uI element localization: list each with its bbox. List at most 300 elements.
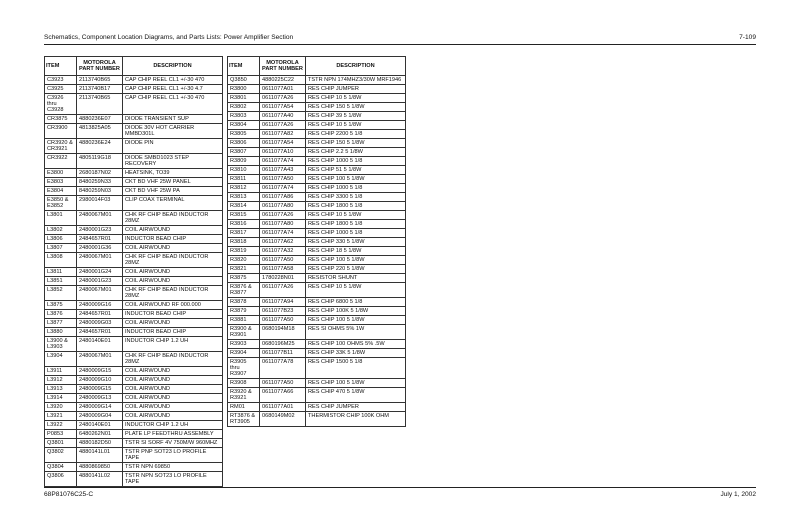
table-row — [228, 130, 406, 139]
cell-item: L3880 — [45, 328, 77, 337]
cell-description: TSTR PNP SOT23 LO PROFILE TAPE — [123, 448, 223, 463]
cell-part-number: 0611077A62 — [260, 238, 306, 247]
cell-description: RESISTOR SHUNT — [306, 274, 406, 283]
cell-description: COIL AIRWOUND — [123, 277, 223, 286]
cell-item: L3875 — [45, 301, 77, 310]
table-row — [228, 175, 406, 184]
cell-description: RES CHIP 100 5 1/8W — [306, 175, 406, 184]
cell-item: CR3920 & CR3921 — [45, 139, 77, 154]
cell-item: RM01 — [228, 403, 260, 412]
cell-item: R3817 — [228, 229, 260, 238]
cell-part-number: 2480009G14 — [77, 403, 123, 412]
cell-part-number: 2480009G13 — [77, 394, 123, 403]
table-row — [228, 238, 406, 247]
cell-part-number: 0680196M25 — [260, 340, 306, 349]
table-row — [228, 340, 406, 349]
cell-description: RES CHIP 10 5 1/8W — [306, 283, 406, 298]
column-header-part-number: MOTOROLA PART NUMBER — [77, 57, 123, 76]
cell-part-number: 0680194M18 — [260, 325, 306, 340]
cell-description: CAP CHIP REEL CL1 +/-30 470 — [123, 76, 223, 85]
cell-description: RES CHIP 220 5 1/8W — [306, 265, 406, 274]
cell-part-number: 2680187N02 — [77, 169, 123, 178]
table-row — [228, 283, 406, 298]
table-row — [228, 193, 406, 202]
cell-part-number: 2484657R01 — [77, 310, 123, 319]
cell-item: R3801 — [228, 94, 260, 103]
cell-part-number: 4880236E24 — [77, 139, 123, 154]
cell-part-number: 2480067M01 — [77, 253, 123, 268]
table-row — [45, 154, 223, 169]
cell-item: R3818 — [228, 238, 260, 247]
cell-description: RES CHIP 10 5 1/8W — [306, 121, 406, 130]
cell-item: L3920 — [45, 403, 77, 412]
cell-part-number: 4880141L01 — [77, 448, 123, 463]
table-row — [228, 229, 406, 238]
cell-description: RES CHIP JUMPER — [306, 403, 406, 412]
cell-description: INDUCTOR CHIP 1.2 UH — [123, 337, 223, 352]
cell-part-number: 1780228N01 — [260, 274, 306, 283]
cell-description: RES CHIP 100 5 1/8W — [306, 316, 406, 325]
cell-description: RES CHIP 51 5 1/8W — [306, 166, 406, 175]
table-row — [228, 94, 406, 103]
cell-part-number: 0611077A80 — [260, 220, 306, 229]
table-row — [228, 256, 406, 265]
cell-part-number: 8480259N33 — [77, 178, 123, 187]
cell-description: RES CHIP 10 5 1/8W — [306, 211, 406, 220]
table-row — [45, 277, 223, 286]
cell-item: CR3875 — [45, 115, 77, 124]
table-row — [45, 439, 223, 448]
cell-part-number: 0611077A50 — [260, 379, 306, 388]
cell-item: Q3850 — [228, 76, 260, 85]
cell-part-number: 0611077A66 — [260, 388, 306, 403]
cell-item: R3903 — [228, 340, 260, 349]
cell-part-number: 0611077B23 — [260, 307, 306, 316]
cell-description: CKT BD VHF 25W PA — [123, 187, 223, 196]
cell-part-number: 0611077A54 — [260, 139, 306, 148]
cell-item: L3808 — [45, 253, 77, 268]
cell-part-number: 2480009G16 — [77, 301, 123, 310]
cell-item: R3881 — [228, 316, 260, 325]
parts-list-table-left — [44, 56, 223, 487]
table-row — [228, 202, 406, 211]
cell-part-number: 0611077A26 — [260, 94, 306, 103]
cell-item: R3800 — [228, 85, 260, 94]
cell-item: R3821 — [228, 265, 260, 274]
cell-description: RES CHIP 1000 5 1/8 — [306, 184, 406, 193]
table-row — [228, 298, 406, 307]
cell-item: E3804 — [45, 187, 77, 196]
cell-part-number: 0611077A50 — [260, 316, 306, 325]
cell-description: CHK RF CHIP BEAD INDUCTOR 28MZ — [123, 211, 223, 226]
table-row — [45, 187, 223, 196]
cell-item: L3811 — [45, 268, 77, 277]
table-row — [45, 385, 223, 394]
table-row — [228, 166, 406, 175]
cell-description: COIL AIRWOUND — [123, 394, 223, 403]
cell-item: L3921 — [45, 412, 77, 421]
cell-description: CLIP COAX TERMINAL — [123, 196, 223, 211]
cell-part-number: 2480067M01 — [77, 286, 123, 301]
footer-rule — [44, 487, 756, 488]
table-row — [45, 412, 223, 421]
cell-description: RES CHIP 100 5 1/8W — [306, 256, 406, 265]
table-row — [228, 412, 406, 427]
table-row — [45, 211, 223, 226]
table-row — [228, 184, 406, 193]
cell-description: CAP CHIP REEL CL1 +/-30 4.7 — [123, 85, 223, 94]
cell-part-number: 0611077A94 — [260, 298, 306, 307]
cell-item: R3804 — [228, 121, 260, 130]
cell-part-number: 2480001G36 — [77, 244, 123, 253]
table-row — [228, 112, 406, 121]
cell-description: INDUCTOR BEAD CHIP — [123, 328, 223, 337]
cell-description: RES CHIP 3300 5 1/8 — [306, 193, 406, 202]
table-body-right — [228, 76, 406, 427]
cell-item: Q3806 — [45, 472, 77, 487]
cell-part-number: 2484657R01 — [77, 235, 123, 244]
table-row — [228, 379, 406, 388]
cell-item: R3812 — [228, 184, 260, 193]
cell-part-number: 0611077A50 — [260, 175, 306, 184]
table-row — [228, 121, 406, 130]
table-row — [45, 286, 223, 301]
column-header-description: DESCRIPTION — [306, 57, 406, 76]
cell-item: R3904 — [228, 349, 260, 358]
cell-description: PLATE LP FEEDTHRU ASSEMBLY — [123, 430, 223, 439]
cell-item: Q3801 — [45, 439, 77, 448]
cell-description: DIODE 30V HOT CARRIER MMBD301L — [123, 124, 223, 139]
cell-item: L3900 & L3903 — [45, 337, 77, 352]
cell-item: L3851 — [45, 277, 77, 286]
column-header-part-number: MOTOROLA PART NUMBER — [260, 57, 306, 76]
cell-part-number: 0611077A26 — [260, 283, 306, 298]
cell-item: R3806 — [228, 139, 260, 148]
cell-description: HEATSINK, TO39 — [123, 169, 223, 178]
table-row — [45, 76, 223, 85]
table-body-left — [45, 76, 223, 487]
cell-part-number: 2480140E01 — [77, 337, 123, 352]
cell-item: L3914 — [45, 394, 77, 403]
cell-item: R3820 — [228, 256, 260, 265]
cell-description: RES CHIP 2200 5 1/8 — [306, 130, 406, 139]
column-header-item: ITEM — [45, 57, 77, 76]
cell-part-number: 2480001G24 — [77, 268, 123, 277]
cell-description: RES CHIP 2.2 5 1/8W — [306, 148, 406, 157]
cell-item: C3925 — [45, 85, 77, 94]
table-row — [228, 139, 406, 148]
cell-item: Q3804 — [45, 463, 77, 472]
cell-part-number: 2113740B65 — [77, 76, 123, 85]
table-row — [228, 349, 406, 358]
table-row — [45, 421, 223, 430]
cell-item: R3920 & R3921 — [228, 388, 260, 403]
cell-part-number: 2480009G10 — [77, 376, 123, 385]
cell-part-number: 2480009G04 — [77, 412, 123, 421]
cell-part-number: 0611077A58 — [260, 265, 306, 274]
cell-description: INDUCTOR CHIP 1.2 UH — [123, 421, 223, 430]
table-row — [228, 403, 406, 412]
table-row — [45, 169, 223, 178]
cell-item: E3803 — [45, 178, 77, 187]
table-row — [228, 85, 406, 94]
cell-description: RES CHIP 470 5 1/8W — [306, 388, 406, 403]
cell-description: RES CHIP 100K 5 1/8W — [306, 307, 406, 316]
cell-part-number: 0611077A10 — [260, 148, 306, 157]
cell-part-number: 0611077A54 — [260, 103, 306, 112]
cell-description: CKT BD VHF 25W PANEL — [123, 178, 223, 187]
cell-description: THERMISTOR CHIP 100K OHM — [306, 412, 406, 427]
table-row — [228, 274, 406, 283]
cell-description: RES CHIP 1800 5 1/8 — [306, 202, 406, 211]
cell-description: COIL AIRWOUND — [123, 403, 223, 412]
cell-item: R3879 — [228, 307, 260, 316]
cell-item: L3922 — [45, 421, 77, 430]
cell-part-number: 0611077A50 — [260, 256, 306, 265]
cell-part-number: 0611077A01 — [260, 85, 306, 94]
cell-part-number: 2480067M01 — [77, 211, 123, 226]
table-row — [45, 139, 223, 154]
cell-description: COIL AIRWOUND — [123, 367, 223, 376]
cell-description: RES CHIP 150 5 1/8W — [306, 103, 406, 112]
table-row — [45, 319, 223, 328]
table-row — [228, 76, 406, 85]
cell-item: R3809 — [228, 157, 260, 166]
cell-part-number: 0611077A26 — [260, 211, 306, 220]
table-row — [45, 226, 223, 235]
page-number: 7-109 — [739, 34, 756, 41]
cell-part-number: 2480009G15 — [77, 385, 123, 394]
table-row — [228, 157, 406, 166]
cell-description: RES CHIP 1000 5 1/8 — [306, 157, 406, 166]
table-row — [228, 265, 406, 274]
cell-description: CHK RF CHIP BEAD INDUCTOR 28MZ — [123, 253, 223, 268]
cell-item: RT3876 & RT3905 — [228, 412, 260, 427]
cell-description: RES CHIP 100 5 1/8W — [306, 379, 406, 388]
table-row — [45, 376, 223, 385]
table-row — [45, 403, 223, 412]
table-row — [45, 244, 223, 253]
cell-item: R3875 — [228, 274, 260, 283]
table-row — [45, 301, 223, 310]
table-row — [228, 358, 406, 379]
cell-description: RES CHIP 6800 5 1/8 — [306, 298, 406, 307]
column-header-item: ITEM — [228, 57, 260, 76]
cell-part-number: 2480001G23 — [77, 226, 123, 235]
table-row — [228, 388, 406, 403]
table-row — [45, 178, 223, 187]
table-row — [45, 394, 223, 403]
cell-item: E3850 & E3852 — [45, 196, 77, 211]
cell-description: COIL AIRWOUND — [123, 244, 223, 253]
cell-part-number: 0611077A26 — [260, 121, 306, 130]
cell-part-number: 2113740B17 — [77, 85, 123, 94]
cell-item: L3904 — [45, 352, 77, 367]
page-header-title: Schematics, Component Location Diagrams, and Parts Lists: Power Amplifier Section — [44, 34, 294, 41]
cell-description: INDUCTOR BEAD CHIP — [123, 310, 223, 319]
cell-part-number: 0611077A78 — [260, 358, 306, 379]
cell-description: RES CHIP 33K 5 1/8W — [306, 349, 406, 358]
cell-item: L3876 — [45, 310, 77, 319]
cell-description: COIL AIRWOUND — [123, 268, 223, 277]
document-number: 68P81076C25-C — [44, 491, 94, 498]
cell-description: RES CHIP 18 5 1/8W — [306, 247, 406, 256]
cell-item: C3923 — [45, 76, 77, 85]
cell-item: R3803 — [228, 112, 260, 121]
table-row — [45, 94, 223, 115]
cell-part-number: 2480140E01 — [77, 421, 123, 430]
cell-description: RES CHIP 150 5 1/8W — [306, 139, 406, 148]
cell-description: RES CHIP 1000 5 1/8 — [306, 229, 406, 238]
table-row — [45, 115, 223, 124]
parts-list-table-right — [227, 56, 406, 427]
table-row — [228, 148, 406, 157]
table-row — [228, 325, 406, 340]
cell-description: COIL AIRWOUND — [123, 385, 223, 394]
table-row — [45, 472, 223, 487]
table-row — [45, 235, 223, 244]
header-rule — [44, 44, 756, 45]
table-header-row — [45, 57, 223, 76]
table-header-row — [228, 57, 406, 76]
table-row — [45, 337, 223, 352]
cell-part-number: 2480067M01 — [77, 352, 123, 367]
cell-part-number: 0611077A80 — [260, 202, 306, 211]
table-row — [228, 247, 406, 256]
cell-part-number: 2480009G03 — [77, 319, 123, 328]
cell-item: L3807 — [45, 244, 77, 253]
cell-part-number: 0611077A40 — [260, 112, 306, 121]
cell-item: P0853 — [45, 430, 77, 439]
document-date: July 1, 2002 — [720, 491, 756, 498]
cell-item: R3813 — [228, 193, 260, 202]
cell-part-number: 2480009G15 — [77, 367, 123, 376]
table-row — [228, 220, 406, 229]
cell-description: RES CHIP 100 OHMS 5% .5W — [306, 340, 406, 349]
cell-description: INDUCTOR BEAD CHIP — [123, 235, 223, 244]
cell-description: COIL AIRWOUND — [123, 226, 223, 235]
cell-description: TSTR NPN SOT23 LO PROFILE TAPE — [123, 472, 223, 487]
cell-item: L3912 — [45, 376, 77, 385]
cell-part-number: 0611077A82 — [260, 130, 306, 139]
cell-item: R3905 thru R3907 — [228, 358, 260, 379]
cell-item: L3913 — [45, 385, 77, 394]
cell-description: DIODE TRANSIENT SUP — [123, 115, 223, 124]
table-row — [45, 196, 223, 211]
cell-description: DIODE SMBD1023 STEP RECOVERY — [123, 154, 223, 169]
cell-part-number: 4805119G18 — [77, 154, 123, 169]
cell-part-number: 2480001G23 — [77, 277, 123, 286]
cell-description: CHK RF CHIP BEAD INDUCTOR 28MZ — [123, 286, 223, 301]
table-row — [45, 85, 223, 94]
cell-item: L3802 — [45, 226, 77, 235]
cell-description: TSTR NPN 69850 — [123, 463, 223, 472]
table-row — [45, 367, 223, 376]
table-row — [45, 463, 223, 472]
table-row — [45, 310, 223, 319]
cell-item: L3877 — [45, 319, 77, 328]
cell-part-number: 2113740B65 — [77, 94, 123, 115]
cell-description: RES CHIP JUMPER — [306, 85, 406, 94]
table-row — [45, 124, 223, 139]
cell-item: R3908 — [228, 379, 260, 388]
cell-part-number: 4880236E07 — [77, 115, 123, 124]
cell-part-number: 4880182D50 — [77, 439, 123, 448]
cell-item: Q3802 — [45, 448, 77, 463]
cell-item: R3814 — [228, 202, 260, 211]
cell-part-number: 6480262N01 — [77, 430, 123, 439]
cell-description: COIL AIRWOUND — [123, 412, 223, 421]
cell-item: L3911 — [45, 367, 77, 376]
cell-item: R3807 — [228, 148, 260, 157]
table-row — [228, 211, 406, 220]
cell-item: L3852 — [45, 286, 77, 301]
cell-part-number: 4880141L02 — [77, 472, 123, 487]
cell-part-number: 0680149M02 — [260, 412, 306, 427]
cell-item: R3876 & R3877 — [228, 283, 260, 298]
cell-item: R3900 & R3901 — [228, 325, 260, 340]
table-row — [45, 352, 223, 367]
cell-part-number: 0611077A74 — [260, 184, 306, 193]
cell-part-number: 2980014F03 — [77, 196, 123, 211]
cell-item: L3801 — [45, 211, 77, 226]
cell-part-number: 0611077A74 — [260, 157, 306, 166]
cell-item: R3810 — [228, 166, 260, 175]
cell-item: R3811 — [228, 175, 260, 184]
table-row — [45, 253, 223, 268]
cell-part-number: 4813825A05 — [77, 124, 123, 139]
cell-item: E3800 — [45, 169, 77, 178]
cell-part-number: 0611077A43 — [260, 166, 306, 175]
cell-part-number: 0611077A74 — [260, 229, 306, 238]
cell-part-number: 4880869850 — [77, 463, 123, 472]
cell-description: COIL AIRWOUND — [123, 376, 223, 385]
cell-description: TSTR SI SORF 4V 750M/W 960MHZ — [123, 439, 223, 448]
cell-item: C3926 thru C3928 — [45, 94, 77, 115]
cell-description: DIODE PIN — [123, 139, 223, 154]
table-row — [45, 268, 223, 277]
column-header-description: DESCRIPTION — [123, 57, 223, 76]
cell-description: CHK RF CHIP BEAD INDUCTOR 28MZ — [123, 352, 223, 367]
cell-part-number: 2484657R01 — [77, 328, 123, 337]
cell-item: R3815 — [228, 211, 260, 220]
cell-description: RES CHIP 39 5 1/8W — [306, 112, 406, 121]
cell-description: COIL AIRWOUND RF 000.000 — [123, 301, 223, 310]
cell-part-number: 0611077A86 — [260, 193, 306, 202]
cell-item: R3878 — [228, 298, 260, 307]
cell-part-number: 0611077A01 — [260, 403, 306, 412]
cell-description: RES CHIP 330 5 1/8W — [306, 238, 406, 247]
cell-description: COIL AIRWOUND — [123, 319, 223, 328]
cell-description: TSTR NPN 174MHZ3/30W MRF1946 — [306, 76, 406, 85]
cell-item: CR3900 — [45, 124, 77, 139]
cell-item: R3816 — [228, 220, 260, 229]
table-row — [228, 316, 406, 325]
cell-part-number: 8480259N03 — [77, 187, 123, 196]
cell-item: L3806 — [45, 235, 77, 244]
cell-item: R3805 — [228, 130, 260, 139]
table-row — [228, 103, 406, 112]
cell-description: RES CHIP 10 5 1/8W — [306, 94, 406, 103]
table-row — [228, 307, 406, 316]
table-row — [45, 448, 223, 463]
cell-description: RES SI OHMS 5% 1W — [306, 325, 406, 340]
cell-description: RES CHIP 1500 5 1/8 — [306, 358, 406, 379]
cell-description: CAP CHIP REEL CL1 +/-30 470 — [123, 94, 223, 115]
cell-item: R3819 — [228, 247, 260, 256]
table-row — [45, 328, 223, 337]
table-row — [45, 430, 223, 439]
